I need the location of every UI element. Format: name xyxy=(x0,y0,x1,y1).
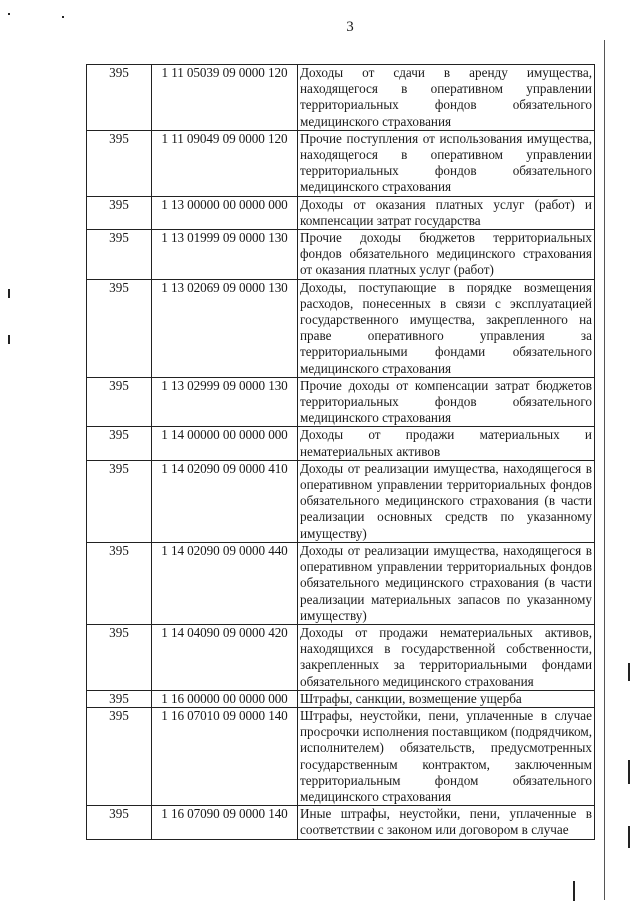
scan-mark xyxy=(628,663,630,681)
table-row xyxy=(87,707,595,805)
scan-mark xyxy=(8,13,10,15)
scan-mark xyxy=(628,760,630,784)
scan-mark xyxy=(628,826,630,848)
revenue-name-cell: Доходы от продажи материальных и нематериальных активов xyxy=(298,427,595,460)
budget-code-cell: 1 11 05039 09 0000 120 xyxy=(152,65,298,131)
page-number: 3 xyxy=(346,19,354,35)
scan-mark xyxy=(62,16,64,18)
revenue-name-cell: Доходы от сдачи в аренду имущества, находящегося в оперативном управлении территориальных фондов обязательного медицинского страхования xyxy=(298,65,595,131)
table-row xyxy=(87,279,595,377)
scan-mark xyxy=(573,881,575,901)
admin-code-cell: 395 xyxy=(87,377,152,427)
revenue-name-cell: Доходы от продажи нематериальных активов, находящихся в государственной собственности, закрепленных за территориальными фондами обязательного медицинского страхования xyxy=(298,624,595,690)
revenue-name-cell: Доходы от реализации имущества, находящегося в оперативном управлении территориальных фондов обязательного медицинского страхования (в части реализации материальных запасов по указанному имуществу) xyxy=(298,542,595,624)
admin-code-cell: 395 xyxy=(87,427,152,460)
admin-code-cell: 395 xyxy=(87,707,152,805)
revenue-name-cell: Иные штрафы, неустойки, пени, уплаченные в соответствии с законом или договором в случае xyxy=(298,806,595,839)
revenue-name-cell: Доходы, поступающие в порядке возмещения расходов, понесенных в связи с эксплуатацией государственного имущества, закрепленного на праве оперативного управления за территориальными фондами обязательного медицинского страхования xyxy=(298,279,595,377)
revenue-codes-table xyxy=(86,64,595,840)
budget-code-cell: 1 14 00000 00 0000 000 xyxy=(152,427,298,460)
revenue-name-cell: Прочие поступления от использования имущества, находящегося в оперативном управлении территориальных фондов обязательного медицинского страхования xyxy=(298,130,595,196)
table-row xyxy=(87,196,595,229)
revenue-name-cell: Штрафы, санкции, возмещение ущерба xyxy=(298,690,595,707)
scan-line xyxy=(604,40,605,900)
table-row xyxy=(87,806,595,839)
budget-code-cell: 1 14 02090 09 0000 410 xyxy=(152,460,298,542)
budget-code-cell: 1 11 09049 09 0000 120 xyxy=(152,130,298,196)
admin-code-cell: 395 xyxy=(87,230,152,280)
table-row xyxy=(87,460,595,542)
admin-code-cell: 395 xyxy=(87,130,152,196)
budget-code-cell: 1 13 00000 00 0000 000 xyxy=(152,196,298,229)
admin-code-cell: 395 xyxy=(87,690,152,707)
budget-code-cell: 1 16 00000 00 0000 000 xyxy=(152,690,298,707)
admin-code-cell: 395 xyxy=(87,460,152,542)
budget-code-cell: 1 16 07090 09 0000 140 xyxy=(152,806,298,839)
table-row xyxy=(87,427,595,460)
budget-code-cell: 1 13 01999 09 0000 130 xyxy=(152,230,298,280)
table-row xyxy=(87,377,595,427)
budget-code-cell: 1 16 07010 09 0000 140 xyxy=(152,707,298,805)
table-row xyxy=(87,542,595,624)
budget-code-cell: 1 13 02069 09 0000 130 xyxy=(152,279,298,377)
budget-code-cell: 1 14 04090 09 0000 420 xyxy=(152,624,298,690)
admin-code-cell: 395 xyxy=(87,196,152,229)
budget-code-cell: 1 13 02999 09 0000 130 xyxy=(152,377,298,427)
admin-code-cell: 395 xyxy=(87,806,152,839)
table-row xyxy=(87,230,595,280)
table-row xyxy=(87,690,595,707)
revenue-name-cell: Доходы от реализации имущества, находящегося в оперативном управлении территориальных фондов обязательного медицинского страхования (в части реализации основных средств по указанному имуществу) xyxy=(298,460,595,542)
revenue-name-cell: Доходы от оказания платных услуг (работ) и компенсации затрат государства xyxy=(298,196,595,229)
revenue-name-cell: Прочие доходы бюджетов территориальных фондов обязательного медицинского страхования от оказания платных услуг (работ) xyxy=(298,230,595,280)
admin-code-cell: 395 xyxy=(87,624,152,690)
admin-code-cell: 395 xyxy=(87,65,152,131)
scan-mark xyxy=(8,289,10,298)
budget-code-cell: 1 14 02090 09 0000 440 xyxy=(152,542,298,624)
admin-code-cell: 395 xyxy=(87,542,152,624)
scan-mark xyxy=(8,335,10,344)
table-row xyxy=(87,624,595,690)
revenue-name-cell: Штрафы, неустойки, пени, уплаченные в случае просрочки исполнения поставщиком (подрядчиком, исполнителем) обязательств, предусмотренных государственным контрактом, заключенным территориальным фондом обязательного медицинского страхования xyxy=(298,707,595,805)
admin-code-cell: 395 xyxy=(87,279,152,377)
revenue-name-cell: Прочие доходы от компенсации затрат бюджетов территориальных фондов обязательного медицинского страхования xyxy=(298,377,595,427)
table-row xyxy=(87,65,595,131)
table-row xyxy=(87,130,595,196)
